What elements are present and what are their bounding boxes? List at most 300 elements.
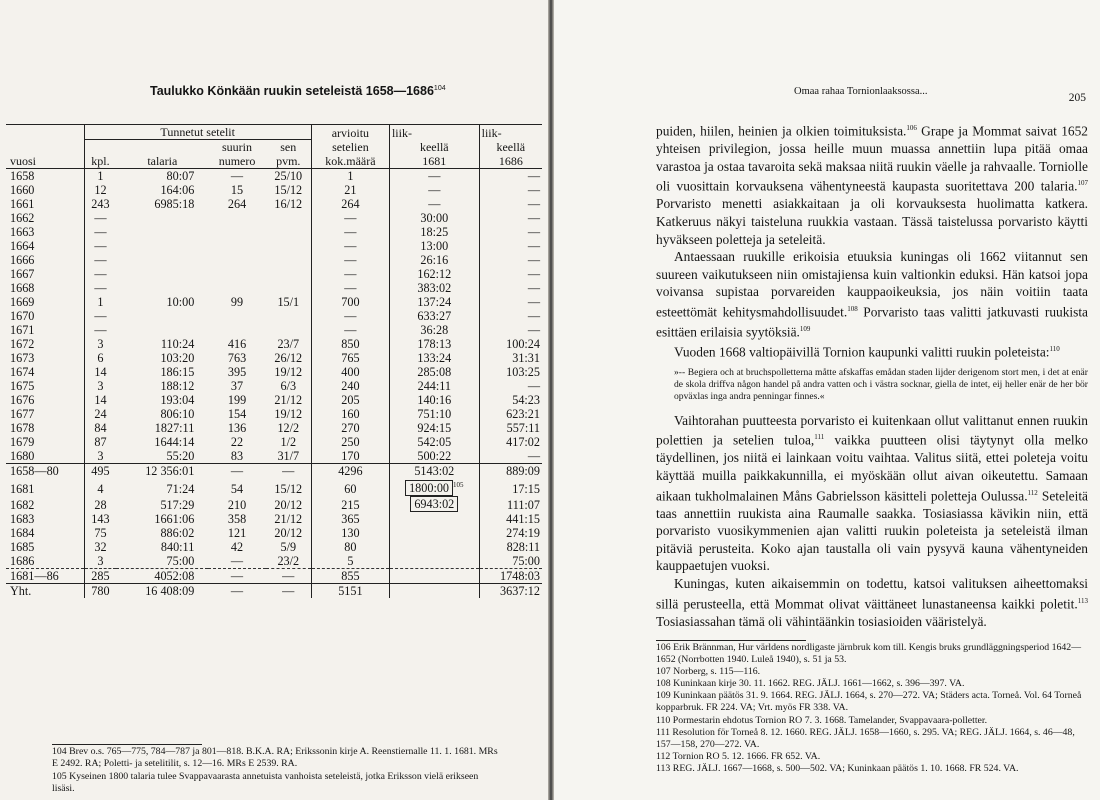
cell-date: 19/12 — [274, 407, 303, 421]
cell-date: 31/7 — [266, 449, 312, 464]
cell-date: — — [266, 584, 312, 599]
cell-estimate: 240 — [311, 379, 389, 393]
cell-count: 4 — [97, 482, 104, 497]
cell-circ-1686: 623:21 — [479, 407, 542, 421]
cell-talaria: 517:29 — [160, 498, 195, 513]
cell-date — [266, 281, 312, 295]
header-tunnetut: Tunnetut setelit — [84, 125, 311, 140]
cell-max-number: 42 — [230, 540, 244, 555]
cell-max-number: — — [208, 554, 265, 569]
footnote: 105 Kyseinen 1800 talaria tulee Svappavaarasta annetuista vanhoista seteleistä, jotka Eriksson vielä erikseen lisäsi. — [52, 770, 479, 795]
cell-max-number: 358 — [227, 512, 247, 527]
cell-max-number: — — [208, 584, 265, 599]
cell-circ-1686: 889:09 — [479, 464, 542, 479]
cell-circ-1686: 54:23 — [479, 393, 542, 407]
table-row — [6, 225, 542, 239]
table-title: Taulukko Könkään ruukin seteleistä 1658—1686$^{104}$ — [150, 84, 446, 98]
left-footnotes — [52, 746, 502, 796]
cell-max-number — [208, 323, 265, 337]
right-page — [554, 0, 1100, 800]
cell-date: 16/12 — [274, 197, 303, 211]
cell-circ-1686: 3637:12 — [479, 584, 542, 599]
footnote: 111 Resolution för Torneå 8. 12. 1660. REG. JÄLJ. 1658—1660, s. 295. VA; REG. JÄLJ. 1664, s. 46—48, 157—158, 270—272. VA. — [656, 726, 1075, 750]
cell-date — [266, 239, 312, 253]
table-row — [6, 253, 542, 267]
footnote-ref: 113 — [1077, 596, 1088, 605]
cell-estimate: — — [311, 281, 389, 295]
footnote-rule — [656, 640, 806, 641]
cell-circ-1681: 18:25 — [389, 225, 479, 239]
cell-circ-1686: 828:11 — [479, 540, 542, 554]
table-row — [6, 554, 542, 569]
cell-year: 1678 — [6, 421, 84, 435]
cell-estimate: 21 — [311, 183, 389, 197]
cell-talaria — [116, 281, 208, 295]
cell-year: 1676 — [6, 393, 84, 407]
cell-date: — — [266, 464, 312, 479]
paragraph: Vuoden 1668 valtiopäivillä Tornion kaupunki valitti ruukin poleteista:$^{110}$ — [674, 344, 1060, 360]
table-row — [6, 183, 542, 197]
cell-talaria — [116, 323, 208, 337]
cell-count: — — [94, 309, 107, 323]
cell-circ-1686: — — [479, 253, 542, 267]
cell-circ-1686: — — [479, 323, 542, 337]
running-head: Omaa rahaa Tornionlaaksossa... — [794, 86, 928, 97]
cell-count: 495 — [84, 464, 116, 479]
cell-year: 1669 — [6, 295, 84, 309]
cell-date — [266, 211, 312, 225]
cell-talaria — [116, 267, 208, 281]
cell-estimate: 250 — [311, 435, 389, 449]
cell-year: 1686 — [6, 554, 84, 569]
table-row — [6, 449, 542, 464]
cell-max-number: 136 — [227, 421, 247, 435]
footnote: 113 REG. JÄLJ. 1667—1668, s. 500—502. VA; Kuninkaan päätös 1. 10. 1668. FR 524. VA. — [656, 762, 1019, 774]
cell-talaria: 16 408:09 — [116, 584, 208, 599]
cell-count: — — [94, 211, 107, 225]
cell-count: 1 — [97, 295, 104, 309]
cell-year: 1658—80 — [6, 464, 84, 479]
cell-circ-1686: — — [479, 449, 542, 464]
cell-count: 14 — [94, 393, 107, 407]
cell-circ-1681: 244:11 — [389, 379, 479, 393]
footnote: 104 Brev o.s. 765—775, 784—787 ja 801—818. B.K.A. RA; Erikssonin kirje A. Reenstiernalle 11. 1. 1681. MRs E 2492. RA; Poletti- ja setelitilit, s. 12—16. MRs E 2539. RA. — [52, 746, 498, 770]
paragraph: puiden, hiilen, heinien ja olkien toimituksista.$^{106}$ Grape ja Mommat saivat 1652 yhteisen privilegion, jossa heille muun muassa annettiin lupa pitää omaa varastoa ja ostaa tavaroita sekä maksaa niitä ruukin väelle ja rahvaalle. Torniolle oli vuosittain korvauksena vähentyneestä kaupasta suoritettava 200 talaria.$^{107}$ Porvaristo menetti asiakkaitaan ja oli korvauksesta huolimatta katkera. Katkeruus näkyi taisteluna ruukkia vastaan. Tässä taistelussa porvaristo käytti hyväkseen poletteja ja seteleitä. — [656, 123, 1088, 247]
table-row — [6, 267, 542, 281]
cell-date: 12/2 — [277, 421, 300, 435]
cell-estimate: 400 — [311, 365, 389, 379]
cell-talaria: 840:11 — [160, 540, 195, 555]
cell-talaria: 71:24 — [166, 482, 195, 497]
cell-count: 12 — [94, 183, 107, 197]
cell-count: 32 — [94, 540, 107, 555]
boxed-value: 1800:00 — [405, 480, 453, 496]
cell-circ-1686: — — [479, 183, 542, 197]
cell-circ-1681: 500:22 — [389, 449, 479, 464]
cell-count: 243 — [91, 197, 110, 211]
cell-estimate: 855 — [311, 569, 389, 584]
cell-year: 1682 — [6, 496, 84, 512]
cell-circ-1681: 383:02 — [389, 281, 479, 295]
banknote-table: Tunnetut setelit arvioitu liik- liik- suurin sen setelien keellä keellä vuosi kpl. talaria numero pvm. kok.määrä 1681 1686 1658 1 80:07 — 25/10 1 — — 1660 12 164:06 15 15/12 21 — — 1661 243 6985:18 264 16/12 264 — — 1662 — — 30:00 — 1663 — — 18:25 — 1664 — — 13:00 — 1666 — — 26:16 — 1667 — — 162:12 — 1668 — — 383:02 — 1669 1 10:00 99 15/1 700 137:24 — 1670 — — 633:27 — 1671 — — 36:28 — 1672 3 110:24 416 23/7 850 178:13 100:24 1673 6 103:20 763 26/12 765 133:24 31:31 1674 14 186:15 395 19/12 400 285:08 103:25 1675 3 188:12 37 6/3 240 244:11 — 1676 14 193:04 199 21/12 205 140:16 54:23 1677 24 806:10 154 19/12 160 751:10 623:21 1678 84 1827:11 136 12/2 270 924:15 557:11 1679 87 1644:14 22 1/2 250 542:05 417:02 1680 3 55:20 83 31/7 170 500:22 — 1658—80 495 12 356:01 — — 4296 5143:02 889:09 1681 4 71:24 54 15/12 60 1800:00 $^{105}$ 17:15 1682 28 517:29 210 20/12 215 6943:02 111:07 1683 143 1661:06 358 21/12 365 441:15 1684 75 886:02 121 20/12 130 274:19 1685 32 840:11 42 5/9 80 828:11 1686 3 75:00 — 23/2 5 75:00 1681—86 285 4052:08 — — 855 1748:03 Yht. 780 16 408:09 — — 5151 3637:12 — [6, 124, 542, 598]
cell-circ-1681: 26:16 — [389, 253, 479, 267]
cell-year: 1677 — [6, 407, 84, 421]
cell-talaria: 188:12 — [160, 379, 195, 393]
cell-year: 1680 — [6, 449, 84, 464]
cell-estimate: 130 — [311, 526, 389, 540]
cell-year: 1663 — [6, 225, 84, 239]
cell-talaria: 193:04 — [160, 393, 195, 407]
cell-circ-1681: 36:28 — [389, 323, 479, 337]
cell-talaria: 12 356:01 — [116, 464, 208, 479]
cell-circ-1686: — — [479, 309, 542, 323]
cell-year: 1675 — [6, 379, 84, 393]
cell-count: — — [94, 281, 107, 295]
cell-estimate: 264 — [311, 197, 389, 211]
cell-estimate: 60 — [311, 478, 389, 496]
cell-estimate: — — [311, 323, 389, 337]
footnote: 109 Kuninkaan päätös 31. 9. 1664. REG. JÄLJ. 1664, s. 270—272. VA; Städers acta. Torneå. Vol. 64 Torneå kopparbruk. FR 224. VA; Vrt. myös FR 338. VA. — [656, 690, 1082, 714]
cell-year: 1673 — [6, 351, 84, 365]
cell-circ-1686: 103:25 — [479, 365, 542, 379]
table-row — [6, 211, 542, 225]
body-text — [656, 120, 1088, 630]
table-row — [6, 309, 542, 323]
cell-year: 1679 — [6, 435, 84, 449]
footnote-ref: 108 — [847, 304, 858, 313]
table-row — [6, 379, 542, 393]
cell-talaria: 75:00 — [116, 554, 208, 569]
cell-estimate: — — [311, 211, 389, 225]
cell-max-number — [208, 281, 265, 295]
cell-max-number: — — [208, 569, 265, 584]
cell-max-number: 264 — [227, 197, 247, 211]
cell-circ-1686: 557:11 — [479, 421, 542, 435]
cell-date — [266, 253, 312, 267]
footnote: 108 Kuninkaan kirje 30. 11. 1662. REG. JÄLJ. 1661—1662, s. 396—397. VA. — [656, 678, 965, 690]
table-row — [6, 365, 542, 379]
cell-talaria — [116, 309, 208, 323]
cell-circ-1681: — — [389, 197, 479, 211]
table-row — [6, 584, 542, 599]
cell-year: Yht. — [6, 584, 84, 599]
footnote-rule — [52, 744, 202, 745]
cell-max-number: — — [208, 464, 265, 479]
cell-estimate: 215 — [311, 496, 389, 512]
cell-talaria: 886:02 — [160, 526, 195, 541]
cell-circ-1681 — [389, 584, 479, 599]
cell-year: 1681—86 — [6, 569, 84, 584]
table-row — [6, 512, 542, 526]
cell-estimate: 4296 — [311, 464, 389, 479]
cell-circ-1681: 137:24 — [389, 295, 479, 309]
cell-date: 23/2 — [266, 554, 312, 569]
cell-count: 24 — [94, 407, 107, 421]
cell-estimate: — — [311, 225, 389, 239]
cell-estimate: 765 — [311, 351, 389, 365]
cell-talaria: 6985:18 — [154, 197, 195, 211]
cell-circ-1686: — — [479, 379, 542, 393]
cell-circ-1681: 542:05 — [389, 435, 479, 449]
table-row — [6, 281, 542, 295]
cell-talaria — [116, 253, 208, 267]
cell-talaria — [116, 225, 208, 239]
footnote-ref: 105 — [453, 481, 464, 489]
cell-talaria: 806:10 — [160, 407, 195, 421]
cell-circ-1686: 75:00 — [479, 554, 542, 569]
cell-max-number: — — [230, 169, 244, 183]
footnote: 106 Erik Brännman, Hur världens nordligaste järnbruk kom till. Kengis bruks grundläggningsperiod 1642—1652 (Norrbotten 1940. Luleå 1940), s. 51 ja 53. — [656, 642, 1082, 666]
cell-count: 143 — [91, 512, 110, 527]
cell-count: 1 — [97, 169, 104, 183]
table-row — [6, 197, 542, 211]
cell-circ-1686: — — [479, 169, 542, 184]
cell-count: 84 — [94, 421, 107, 435]
footnote: 107 Norberg, s. 115—116. — [656, 666, 761, 678]
paragraph: Vaihtorahan puutteesta porvaristo ei kuitenkaan ollut valittanut ennen ruukin polettien ja setelien tuloa,$^{111}$ vaikka puutteen olisi täytynyt olla melko täydellinen, jos niitä ei lainkaan voitu vaihtaa. Valitus siitä, ettei poleteja voitu käyttää muilla paikkakunnilla, ei myöskään ollut aivan oikeutettu. Samaan aikaan tukholmalainen Måns Gabrielsson käsitteli poletteja Oulussa.$^{112}$ Seteleitä taas annettiin ruukista aina Raumalle saakka. Tosiasiassa kävikin niin, että porvaristo vuosikymmenien ajan valitti ruukin poleteista ja seteleistä ilman pitäviä perusteita. Koko ajan taustalla oli vain pysyvä kauna vähentyneiden kauppaetujen vuoksi. — [656, 412, 1088, 574]
table-row — [6, 295, 542, 309]
table-row — [6, 496, 542, 512]
footnote-ref: 107 — [1077, 179, 1088, 188]
cell-estimate: — — [311, 239, 389, 253]
cell-estimate: — — [311, 309, 389, 323]
cell-estimate: 170 — [311, 449, 389, 464]
cell-date: — — [266, 569, 312, 584]
table-row — [6, 478, 542, 496]
cell-date: 15/12 — [274, 482, 303, 497]
cell-circ-1681: 30:00 — [389, 211, 479, 225]
cell-date: 19/12 — [274, 365, 303, 379]
cell-talaria: 110:24 — [160, 337, 195, 351]
table-row — [6, 540, 542, 554]
cell-year: 1674 — [6, 365, 84, 379]
table-row — [6, 169, 542, 184]
cell-max-number: 54 — [230, 482, 244, 497]
cell-estimate: 5151 — [311, 584, 389, 599]
cell-max-number: 763 — [227, 351, 247, 365]
cell-talaria: 55:20 — [116, 449, 208, 464]
cell-year: 1667 — [6, 267, 84, 281]
cell-count: 3 — [97, 337, 104, 351]
table-row — [6, 526, 542, 540]
cell-date: 20/12 — [274, 526, 303, 541]
cell-circ-1686: — — [479, 267, 542, 281]
cell-circ-1681: 285:08 — [389, 365, 479, 379]
cell-count: — — [94, 239, 107, 253]
cell-circ-1686: — — [479, 239, 542, 253]
cell-estimate: 1 — [311, 169, 389, 184]
table-row — [6, 323, 542, 337]
cell-count: 3 — [97, 379, 104, 393]
cell-talaria — [116, 239, 208, 253]
cell-estimate: — — [311, 253, 389, 267]
cell-circ-1686: 1748:03 — [479, 569, 542, 584]
cell-circ-1686: 417:02 — [479, 435, 542, 449]
cell-circ-1681 — [389, 540, 479, 554]
cell-max-number: 416 — [227, 337, 247, 351]
cell-date: 21/12 — [274, 512, 303, 527]
cell-year: 1660 — [6, 183, 84, 197]
table-row — [6, 421, 542, 435]
cell-date: 15/1 — [277, 295, 300, 309]
cell-year: 1685 — [6, 540, 84, 554]
cell-max-number — [208, 225, 265, 239]
boxed-value: 6943:02 — [410, 496, 458, 512]
cell-date: 15/12 — [274, 183, 303, 197]
footnote-ref: 110 — [1049, 345, 1060, 353]
cell-max-number: 121 — [227, 526, 247, 541]
cell-date: 26/12 — [274, 351, 303, 365]
cell-year: 1658 — [6, 169, 84, 184]
cell-circ-1681: 633:27 — [389, 309, 479, 323]
cell-count: 3 — [84, 554, 116, 569]
cell-talaria: 4052:08 — [116, 569, 208, 584]
cell-talaria: 1827:11 — [154, 421, 195, 435]
cell-date: 5/9 — [280, 540, 297, 555]
cell-circ-1681: 162:12 — [389, 267, 479, 281]
table-row — [6, 351, 542, 365]
cell-max-number — [208, 309, 265, 323]
cell-talaria: 1644:14 — [154, 435, 195, 449]
cell-year: 1671 — [6, 323, 84, 337]
cell-count: — — [94, 323, 107, 337]
cell-date: 23/7 — [277, 337, 300, 351]
cell-year: 1662 — [6, 211, 84, 225]
cell-circ-1681: — — [389, 183, 479, 197]
cell-count: 28 — [94, 498, 107, 513]
cell-max-number: 15 — [230, 183, 244, 197]
cell-circ-1681 — [389, 512, 479, 526]
footnote-ref: 106 — [906, 124, 917, 132]
table-row — [6, 464, 542, 479]
cell-estimate: 270 — [311, 421, 389, 435]
cell-circ-1681: 751:10 — [389, 407, 479, 421]
cell-circ-1686: 100:24 — [479, 337, 542, 351]
cell-circ-1681: 178:13 — [389, 337, 479, 351]
cell-talaria: 80:07 — [166, 169, 195, 183]
footnote-ref: 109 — [799, 324, 811, 333]
cell-count: 780 — [84, 584, 116, 599]
cell-max-number: 395 — [227, 365, 247, 379]
cell-max-number: 22 — [230, 435, 244, 449]
cell-max-number: 37 — [230, 379, 244, 393]
cell-circ-1686: — — [479, 281, 542, 295]
cell-circ-1681: 924:15 — [389, 421, 479, 435]
cell-year: 1668 — [6, 281, 84, 295]
cell-estimate: 365 — [311, 512, 389, 526]
cell-circ-1681: 5143:02 — [389, 464, 479, 479]
cell-year: 1683 — [6, 512, 84, 526]
table-row — [6, 569, 542, 584]
cell-max-number — [208, 267, 265, 281]
block-quote: »-- Begiera och at bruchspolletterna måtte afskaffas emådan staden lijder derigenom stort men, i det at enär de skola driffva någon handel på andra vatten och i västra socknar, giella de intet, eij heller enär de her bör opväxlas inga andra penningar finnes.« — [674, 367, 1088, 403]
table-row — [6, 435, 542, 449]
cell-circ-1681 — [389, 496, 479, 512]
cell-circ-1686: — — [479, 197, 542, 211]
cell-max-number — [208, 211, 265, 225]
footnote: 112 Tornion RO 5. 12. 1666. FR 652. VA. — [656, 750, 821, 762]
cell-max-number: 83 — [208, 449, 265, 464]
cell-count: 6 — [97, 351, 104, 365]
cell-year: 1664 — [6, 239, 84, 253]
cell-date: 21/12 — [274, 393, 303, 407]
cell-circ-1686: 31:31 — [479, 351, 542, 365]
cell-talaria: 10:00 — [166, 295, 195, 309]
cell-year: 1672 — [6, 337, 84, 351]
cell-date — [266, 225, 312, 239]
table-row — [6, 393, 542, 407]
cell-circ-1686: 441:15 — [479, 512, 542, 526]
cell-circ-1681: — — [389, 169, 479, 184]
cell-circ-1686: 111:07 — [479, 496, 542, 512]
cell-talaria: 186:15 — [160, 365, 195, 379]
cell-circ-1686: — — [479, 295, 542, 309]
cell-estimate: 700 — [311, 295, 389, 309]
cell-talaria: 103:20 — [160, 351, 195, 365]
page-number: 205 — [1068, 92, 1086, 104]
cell-estimate: 160 — [311, 407, 389, 421]
cell-max-number — [208, 239, 265, 253]
cell-count: 87 — [94, 435, 107, 449]
paragraph: Antaessaan ruukille erikoisia etuuksia kuningas oli 1662 viitannut sen suureen vaikutukseen niin omistajiensa kuin valtionkin eduksi. Hän katsoi jopa voivansa supistaa porvareiden kauppaoikeuksia, jos näin voitiin taata esteettömät kehitysmahdollisuudet.$^{108}$ Porvaristo taas valitti jatkuvasti ruukista esittäen erilaisia syytöksiä.$^{109}$ — [656, 249, 1088, 340]
cell-estimate: 80 — [311, 540, 389, 554]
cell-year: 1681 — [6, 478, 84, 496]
footnote-ref: 112 — [1027, 488, 1038, 497]
cell-circ-1681 — [389, 526, 479, 540]
paragraph: Kuningas, kuten aikaisemmin on todettu, katsoi valituksen aiheettomaksi sillä perusteella, että Mommat olivat väittäneet lunastaneensa kaikki poletit.$^{113}$ Tosiasiassahan tämä oli vähintäänkin tosiasioiden vääristelyä. — [656, 575, 1088, 629]
cell-circ-1686: — — [479, 225, 542, 239]
table-row — [6, 407, 542, 421]
cell-max-number: 210 — [227, 498, 247, 513]
cell-circ-1686: 274:19 — [479, 526, 542, 540]
cell-date — [266, 267, 312, 281]
cell-circ-1681 — [389, 569, 479, 584]
cell-year: 1670 — [6, 309, 84, 323]
cell-circ-1686: — — [479, 211, 542, 225]
cell-estimate: — — [311, 267, 389, 281]
cell-estimate: 5 — [311, 554, 389, 569]
cell-circ-1681: 140:16 — [389, 393, 479, 407]
cell-count: 14 — [94, 365, 107, 379]
cell-talaria: 1661:06 — [154, 512, 195, 527]
cell-max-number — [208, 253, 265, 267]
cell-year: 1661 — [6, 197, 84, 211]
cell-talaria: 164:06 — [160, 183, 195, 197]
cell-count: — — [94, 225, 107, 239]
cell-date: 20/12 — [274, 498, 303, 513]
footnote-ref: 111 — [814, 433, 825, 442]
cell-date: 6/3 — [280, 379, 297, 393]
cell-max-number: 154 — [227, 407, 247, 421]
cell-count: 285 — [84, 569, 116, 584]
cell-count: — — [94, 253, 107, 267]
cell-date: 25/10 — [274, 169, 303, 183]
cell-count: — — [94, 267, 107, 281]
right-footnotes — [656, 642, 1088, 775]
cell-estimate: 850 — [311, 337, 389, 351]
cell-count: 75 — [94, 526, 107, 541]
cell-count: 3 — [84, 449, 116, 464]
cell-circ-1681 — [389, 554, 479, 569]
cell-max-number: 99 — [230, 295, 244, 309]
left-page — [0, 0, 548, 800]
cell-circ-1686: 17:15 — [479, 478, 542, 496]
cell-date — [266, 309, 312, 323]
cell-max-number: 199 — [227, 393, 247, 407]
cell-year: 1666 — [6, 253, 84, 267]
cell-circ-1681 — [389, 478, 479, 496]
cell-talaria — [116, 211, 208, 225]
